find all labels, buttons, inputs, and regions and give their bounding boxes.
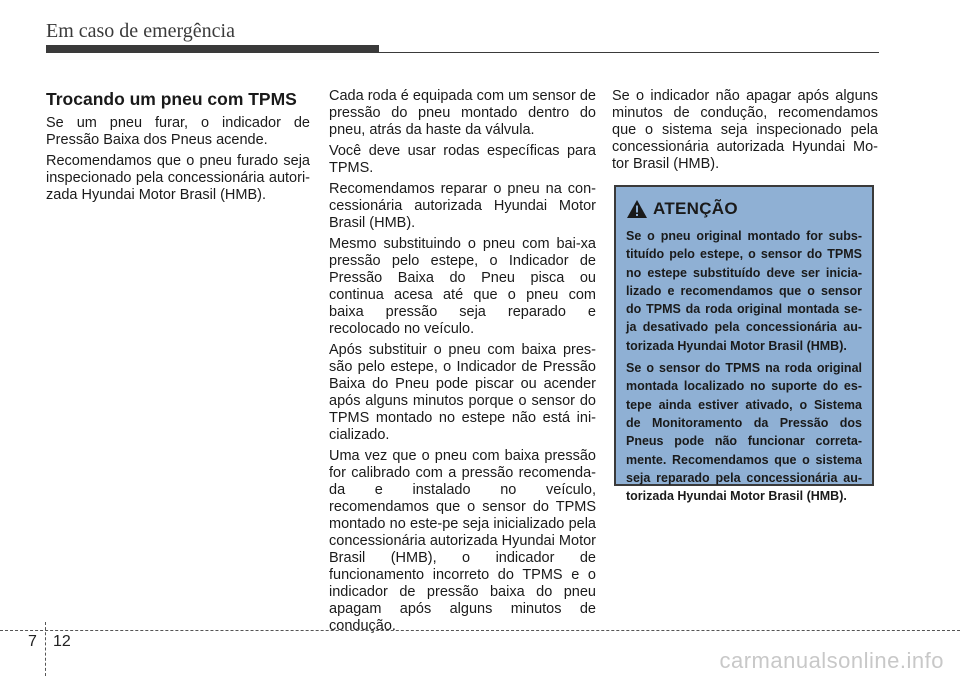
paragraph: Se o indicador não apagar após alguns minutos de condução, recomendamos que o sistema seja inspecionado pela concessionária autorizada Hyundai Mo-tor Brasil (HMB). [612,88,878,172]
warning-header [626,199,862,219]
header-bar [46,45,379,53]
column-2 [329,88,596,639]
warning-paragraph: Se o sensor do TPMS na roda original montada localizado no suporte do es-tepe ainda estiver ativado, o Sistema de Monitoramento da Pressão dos Pneus pode não funcionar correta-mente. Recomendamos que o sistema seja reparado pela concessionária au-torizada Hyundai Motor Brasil (HMB). [626,361,862,504]
page-number: 12 [53,633,71,650]
column-1 [46,88,310,208]
paragraph: Mesmo substituindo o pneu com bai-xa pressão pelo estepe, o Indicador de Pressão Baixa do Pneu pisca ou continua acesa até que o pneu com baixa pressão seja reparado e recolocado no veículo. [329,236,596,337]
paragraph: Se um pneu furar, o indicador de Pressão Baixa dos Pneus acende. [46,115,310,148]
paragraph: Uma vez que o pneu com baixa pressão for calibrado com a pressão recomenda-da e instalado no veículo, recomendamos que o sensor do TPMS montado no este-pe seja inicializado pela concessionária autorizada Hyundai Motor Brasil (HMB), o indicador de funcionamento incorreto do TPMS e o indicador de pressão baixa do pneu apagam após alguns minutos de condução. [329,448,596,634]
warning-paragraph: Se o pneu original montado for subs-tituído pelo estepe, o sensor do TPMS no estepe substituído deve ser inicia-lizado e recomendamos que o sensor do TPMS da roda original montada se-ja desativado pela concessionária au-torizada Hyundai Motor Brasil (HMB). [626,229,862,353]
paragraph: Você deve usar rodas específicas para TPMS. [329,143,596,176]
warning-title: ATENÇÃO [653,199,738,218]
footer-dashed-line [0,630,960,631]
chapter-number: 7 [28,633,37,650]
header-rule [379,52,879,53]
paragraph: Cada roda é equipada com um sensor de pressão do pneu montado dentro do pneu, atrás da haste da válvula. [329,88,596,138]
paragraph: Recomendamos que o pneu furado seja inspecionado pela concessionária autori-zada Hyundai Motor Brasil (HMB). [46,153,310,203]
section-title: Trocando um pneu com TPMS [46,89,297,109]
warning-triangle-icon [626,199,648,219]
footer-vertical-dashed-line [45,622,46,676]
paragraph: Após substituir o pneu com baixa pres-são pelo estepe, o Indicador de Pressão Baixa do Pneu pode piscar ou acender após alguns minutos porque o sensor do TPMS montado no estepe não está ini-cializado. [329,342,596,443]
page-header-title: Em caso de emergência [46,20,235,42]
watermark: carmanualsonline.info [719,648,944,673]
paragraph: Recomendamos reparar o pneu na con-cessionária autorizada Hyundai Motor Brasil (HMB). [329,181,596,231]
column-3 [612,88,878,177]
warning-box [614,185,874,504]
